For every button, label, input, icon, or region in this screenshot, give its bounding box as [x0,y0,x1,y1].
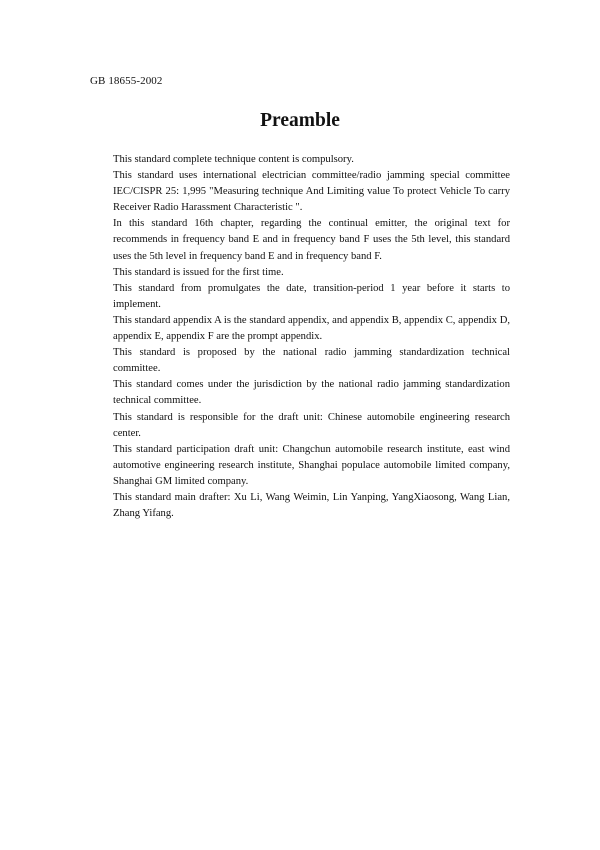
paragraph-iec-cispr: This standard uses international electrician committee/radio jamming special committee IEC/CISPR 25: 1,995 "Measuring technique And Limiting value To protect Vehicle To carry Receiver Radio Harassment Characteristic ". [113,170,510,214]
paragraph-proposed-by: This standard is proposed by the national radio jamming standardization technical committee. [113,347,510,375]
paragraph-compulsory: This standard complete technique content is compulsory. [113,154,354,165]
standard-code: GB 18655-2002 [90,75,163,87]
paragraph-main-drafters: This standard main drafter: Xu Li, Wang Weimin, Lin Yanping, YangXiaosong, Wang Lian, Zhang Yifang. [113,491,510,520]
paragraph-draft-unit: This standard is responsible for the draft unit: Chinese automobile engineering research center. [113,411,510,439]
paragraph-participation-units: This standard participation draft unit: Changchun automobile research institute, east wind automotive engineering research institute, Shanghai populace automobile limited company, Shanghai GM limited company. [113,443,510,487]
preamble-body [113,152,510,522]
page-title: Preamble [260,110,340,131]
paragraph-jurisdiction: This standard comes under the jurisdiction by the national radio jamming standardization technical committee. [113,379,510,407]
paragraph-transition-period: This standard from promulgates the date, transition-period 1 year before it starts to implement. [113,282,510,310]
paragraph-first-issue: This standard is issued for the first time. [113,266,284,278]
paragraph-chapter-16: In this standard 16th chapter, regarding the continual emitter, the original text for recommends in frequency band E and in frequency band F uses the 5th level, this standard uses the 5th level in frequency band E and in frequency band F. [113,218,510,262]
paragraph-appendices: This standard appendix A is the standard appendix, and appendix B, appendix C, appendix D, appendix E, appendix F are the prompt appendix. [113,314,510,343]
